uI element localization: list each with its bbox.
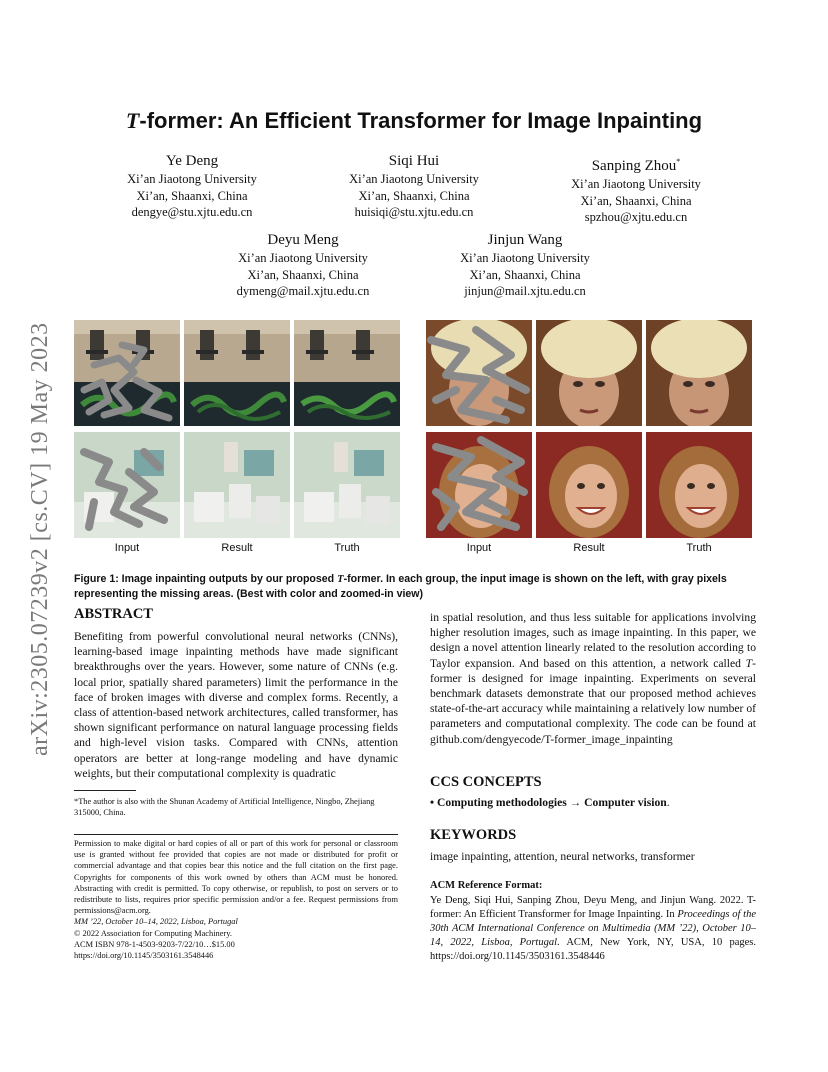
author-affiliation: Xi’an Jiaotong University: [460, 251, 590, 265]
facade-truth-image: [294, 320, 400, 426]
arxiv-identifier-text: arXiv:2305.07239v2 [cs.CV] 19 May 2023: [27, 322, 53, 756]
author-block-2: [304, 152, 524, 221]
reference-text-b: . ACM, New York, NY, USA, 10 pages. https://doi.org/10.1145/3503161.3548446: [430, 937, 756, 962]
author-location: Xi’an, Shaanxi, China: [247, 267, 359, 282]
author-block-4: [193, 231, 413, 300]
face1-input-image: [426, 320, 532, 426]
author-affiliation: Xi’an Jiaotong University: [238, 251, 368, 265]
room-truth-image: [294, 432, 400, 538]
abstract-right-text-a: in spatial resolution, and thus less suitable for applications involving higher resolution images, such as image inpainting. In this paper, we design a novel attention linearly related to the resolution according to Taylor expansion. And based on this attention, a network called: [430, 611, 756, 670]
author-affiliation: Xi’an Jiaotong University: [571, 177, 701, 191]
arxiv-side-identifier: [17, 280, 57, 760]
face2-result-image: [536, 432, 642, 538]
author-name: Jinjun Wang: [487, 232, 563, 248]
author-block-3: [526, 152, 746, 226]
room-result-image: [184, 432, 290, 538]
caption-truth-2: Truth: [686, 542, 712, 554]
author-name: Siqi Hui: [388, 153, 440, 169]
permission-text: Permission to make digital or hard copies of all or part of this work for personal or classroom use is granted without fee provided that copies are not made or distributed for profit or commercial advantage and that copies bear this notice and the full citation on the first page. Copyrights for components of this work owned by others than ACM must be honored. Abstracting with credit is permitted. To copy otherwise, or republish, to post on servers or to redistribute to lists, requires prior specific permission and/or a fee. Request permissions from permissions@acm.org.: [74, 839, 398, 916]
author-marker: *: [676, 157, 681, 166]
abstract-right-text-b: -former is designed for image inpainting. Experiments on several benchmark datasets demonstrate that our proposed method achieves state-of-the-art accuracy while maintaining a relatively low number of parameters and computational complexity. The code can be found at github.com/dengyecode/T-former_image_inpainting: [430, 656, 756, 746]
abstract-right-italic: T: [745, 656, 753, 670]
figure-caption: [74, 572, 754, 601]
reference-italic: Proceedings of the 30th ACM International Conference on Multimedia (MM ’22), October 10–14, 2022, Lisboa, Portugal: [430, 909, 757, 948]
permission-isbn: ACM ISBN 978-1-4503-9203-7/22/10…$15.00: [74, 939, 235, 949]
author-name: Deyu Meng: [267, 232, 339, 248]
face2-input-image: [426, 432, 532, 538]
author-block-1: [82, 152, 302, 221]
permission-rule: [74, 834, 398, 835]
author-email[interactable]: spzhou@xjtu.edu.cn: [584, 210, 688, 224]
face1-result-image: [536, 320, 642, 426]
room-input-image: [74, 432, 180, 538]
author-location: Xi’an, Shaanxi, China: [580, 193, 692, 208]
abstract-right-column: [430, 610, 756, 747]
author-name: Sanping Zhou: [591, 158, 677, 174]
facade-result-image: [184, 320, 290, 426]
permission-doi[interactable]: https://doi.org/10.1145/3503161.3548446: [74, 951, 214, 961]
permission-block: [74, 838, 398, 961]
ccs-item-text: • Computing methodologies → Computer vision: [430, 796, 667, 809]
caption-truth-1: Truth: [334, 542, 360, 554]
abstract-left-column: Benefiting from powerful convolutional neural networks (CNNs), learning-based image inpainting methods have made significant breakthroughs over the years. However, some nature of CNNs (e.g. local prior, spatially shared parameters) limit the performance in the face of broken images with diverse and complex forms. Recently, a class of attention-based network architectures, called transformer, has shown significant performance on natural language processing fields and high-level vision tasks. Compared with CNNs, attention operators are better at long-range modeling and have dynamic weights, but their computational complexity is quadratic: [74, 630, 398, 780]
permission-venue: MM ’22, October 10–14, 2022, Lisboa, Portugal: [74, 917, 238, 927]
caption-result-2: Result: [573, 542, 605, 554]
facade-input-image: [74, 320, 180, 426]
figure-caption-rest: -former. In each group, the input image is shown on the left, with gray pixels representing the missing areas. (Best with color and zoomed-in view): [74, 573, 727, 600]
keywords-text: image inpainting, attention, neural networks, transformer: [430, 850, 695, 863]
title-italic-t: T: [125, 108, 140, 133]
author-name-row: [526, 152, 746, 176]
face2-truth-image: [646, 432, 752, 538]
ccs-heading: CCS CONCEPTS: [430, 774, 542, 790]
author-name: Ye Deng: [165, 153, 219, 169]
reference-heading: ACM Reference Format:: [430, 880, 543, 891]
footnote-rule: [74, 790, 136, 791]
reference-text: [430, 894, 756, 964]
caption-input-1: Input: [114, 542, 140, 554]
author-affiliation: Xi’an Jiaotong University: [349, 172, 479, 186]
title-rest: -former: An Efficient Transformer for Image Inpainting: [139, 108, 703, 133]
author-location: Xi’an, Shaanxi, China: [136, 188, 248, 203]
author-block-5: [415, 231, 635, 300]
figure-1: [74, 320, 750, 565]
footnote-text: *The author is also with the Shunan Academy of Artificial Intelligence, Ningbo, Zhejiang 315000, China.: [74, 797, 375, 818]
figure-caption-label: Figure 1: Image inpainting outputs by our proposed: [74, 573, 338, 585]
author-location: Xi’an, Shaanxi, China: [469, 267, 581, 282]
ccs-item-tail: .: [666, 796, 670, 809]
author-location: Xi’an, Shaanxi, China: [358, 188, 470, 203]
reference-text-a: Ye Deng, Siqi Hui, Sanping Zhou, Deyu Meng, and Jinjun Wang. 2022. T-former: An Efficient Transformer for Image Inpainting. In: [430, 895, 756, 920]
author-affiliation: Xi’an Jiaotong University: [127, 172, 257, 186]
author-email[interactable]: jinjun@mail.xjtu.edu.cn: [464, 284, 586, 298]
face1-truth-image: [646, 320, 752, 426]
author-email[interactable]: dengye@stu.xjtu.edu.cn: [131, 205, 253, 219]
permission-copyright: © 2022 Association for Computing Machinery.: [74, 928, 232, 938]
figure-caption-italic: T: [337, 574, 344, 585]
caption-result-1: Result: [221, 542, 253, 554]
paper-title: [60, 108, 768, 134]
ccs-item: [430, 795, 756, 810]
abstract-heading: ABSTRACT: [74, 606, 153, 622]
caption-input-2: Input: [466, 542, 492, 554]
keywords-heading: KEYWORDS: [430, 827, 517, 843]
author-email[interactable]: huisiqi@stu.xjtu.edu.cn: [354, 205, 474, 219]
author-email[interactable]: dymeng@mail.xjtu.edu.cn: [236, 284, 370, 298]
